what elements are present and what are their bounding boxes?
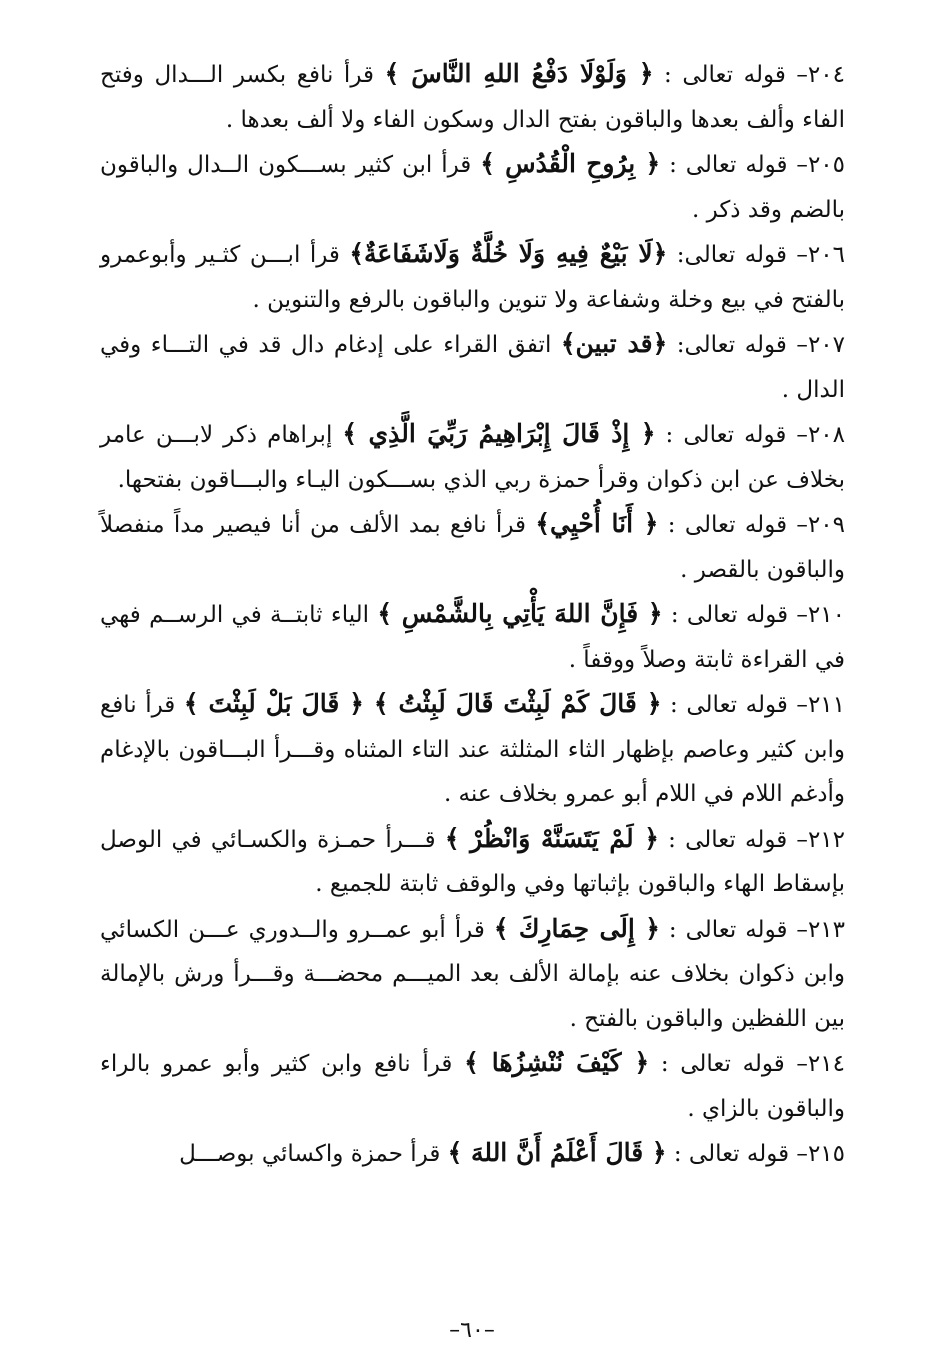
- entry-number: ٢١٠: [807, 602, 845, 628]
- entry-213: [100, 907, 845, 1042]
- entry-208: [100, 412, 845, 502]
- quran-verse: ﴿ إِذْ قَالَ إِبْرَاهِيمُ رَبِّيَ الَّذِي ﴾: [342, 419, 656, 448]
- entry-text: قرأ ابن كثير بســـكون الــدال والباقون بالضم وقد ذكر .: [100, 152, 845, 223]
- entry-number: ٢٠٥: [807, 152, 845, 178]
- entry-207: [100, 322, 845, 412]
- entry-text: قرأ ابـــن كثـير وأبوعمرو بالفتح في بيع وخلة وشفاعة ولا تنوين والباقون بالرفع والتنوين .: [100, 242, 845, 313]
- entry-text: قرأ حمزة واكسائي بوصـــل: [179, 1141, 448, 1167]
- entry-206: [100, 232, 845, 322]
- entry-205: [100, 142, 845, 232]
- quran-verse: ﴿ فَإِنَّ اللهَ يَأْتِي بِالشَّمْسِ ﴾: [377, 599, 663, 628]
- entry-number: ٢١٥: [807, 1141, 845, 1167]
- quran-verse: ﴿قد تبين﴾: [560, 329, 668, 358]
- entry-text: قـــرأ حمـزة والكسـائي في الوصل بإسقاط الهاء والباقون بإثباتها وفي والوقف ثابتة للجميع .: [100, 826, 845, 897]
- entry-intro: – قوله تعالى:: [667, 242, 808, 268]
- quran-verse: ﴿ أَنَا أُحْيِي﴾: [535, 509, 659, 538]
- entry-number: ٢٠٩: [807, 512, 845, 538]
- quran-verse: ﴿ وَلَوْلَا دَفْعُ اللهِ النَّاسَ ﴾: [384, 59, 654, 88]
- entry-intro: – قوله تعالى :: [659, 916, 808, 943]
- quran-verse: ﴿ قَالَ كَمْ لَبِثْتَ قَالَ لَبِثْتُ ﴾ ﴿ قَالَ بَلْ لَبِثْتَ ﴾: [183, 689, 662, 718]
- entry-215: [100, 1131, 845, 1177]
- entry-number: ٢٠٧: [807, 332, 845, 358]
- entry-number: ٢١٤: [807, 1051, 845, 1077]
- entry-number: ٢١١: [807, 692, 845, 718]
- entry-text: قرأ نافع وابن كثير وأبو عمرو بالراء والباقون بالزاي .: [100, 1051, 845, 1122]
- entry-text: اتفق القراء على إدغام دال قد في التـــاء وفي الدال .: [100, 332, 845, 403]
- entry-intro: – قوله تعالى :: [655, 422, 808, 448]
- entry-204: [100, 52, 845, 142]
- entry-number: ٢٠٨: [807, 422, 845, 448]
- entry-214: [100, 1041, 845, 1131]
- entry-intro: – قوله تعالى :: [666, 1141, 808, 1167]
- entry-text: قرأ أبو عمــرو والــدوري عـــن الكسائي وابن ذكوان بخلاف عنه بإمالة الألف بعد الميـــم محضـــة وقـــرأ ورش بالإمالة بين اللفظين والباقون بالفتح .: [100, 916, 845, 1032]
- page-number: –٦٠–: [449, 1318, 495, 1343]
- quran-verse: ﴿ كَيْفَ نُنْشِزُهَا ﴾: [464, 1048, 650, 1077]
- entry-text: قرأ نافع وابن كثير وعاصم بإظهار الثاء المثلثة عند التاء المثناه وقـــرأ البـــاقون بالإدغام وأدغم اللام في اللام أبو عمرو بخلاف عنه .: [100, 692, 845, 807]
- entry-text: إبراهام ذكر لابـــن عامر بخلاف عن ابن ذكوان وقرأ حمزة ربي الذي بســـكون اليـاء والبـــاقون بفتحها.: [100, 422, 845, 493]
- entry-209: [100, 502, 845, 592]
- entry-intro: – قوله تعالى:: [667, 332, 808, 358]
- entry-number: ٢٠٤: [807, 62, 845, 88]
- entry-text: الياء ثابتــة في الرســم فهي في القراءة ثابتة وصلاً ووقفاً .: [100, 602, 845, 673]
- page-body: [100, 52, 845, 1177]
- quran-verse: ﴿ لَمْ يَتَسَنَّهْ وَانْظُرْ ﴾: [444, 823, 659, 853]
- entry-211: [100, 682, 845, 817]
- entry-intro: – قوله تعالى :: [660, 152, 808, 178]
- entry-212: [100, 817, 845, 907]
- entry-text: قرأ نافع بمد الألف من أنا فيصير مداً منفصلاً والباقون بالقصر .: [100, 512, 845, 583]
- entry-number: ٢١٣: [807, 916, 845, 943]
- entry-intro: – قوله تعالى :: [658, 512, 808, 538]
- entry-number: ٢٠٦: [807, 242, 845, 268]
- entry-number: ٢١٢: [807, 826, 845, 853]
- entry-intro: – قوله تعالى :: [649, 1051, 808, 1077]
- quran-verse: ﴿ إِلَى حِمَارِكَ ﴾: [493, 913, 660, 943]
- entry-text: قرأ نافع بكسر الـــدال وفتح الفاء وألف بعدها والباقون بفتح الدال وسكون الفاء ولا ألف بعدها .: [100, 62, 845, 133]
- quran-verse: ﴿لَا بَيْعٌ فِيهِ وَلَا خُلَّةٌ وَلَاشَفَاعَةٌ﴾: [349, 239, 668, 268]
- entry-intro: – قوله تعالى :: [658, 826, 808, 853]
- quran-verse: ﴿ بِرُوحِ الْقُدُسِ ﴾: [480, 149, 661, 178]
- entry-intro: – قوله تعالى :: [662, 602, 808, 628]
- entry-intro: – قوله تعالى :: [653, 62, 808, 88]
- entry-210: [100, 592, 845, 682]
- quran-verse: ﴿ قَالَ أَعْلَمُ أَنَّ اللهَ ﴾: [447, 1138, 667, 1167]
- entry-intro: – قوله تعالى :: [661, 692, 808, 718]
